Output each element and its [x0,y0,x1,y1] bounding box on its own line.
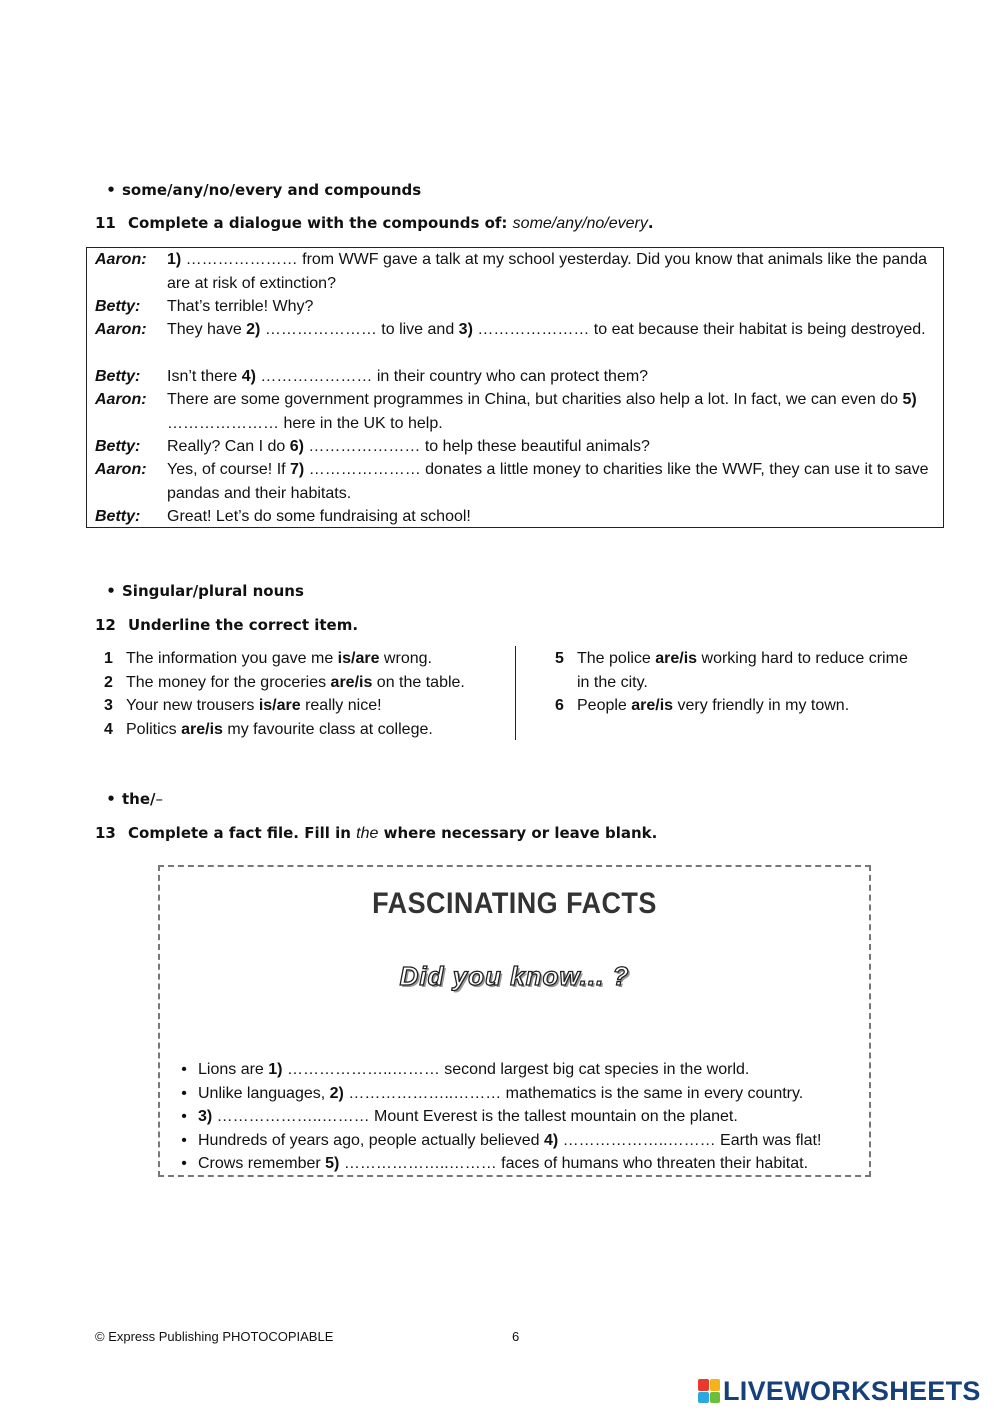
section-heading-text: the/ [122,790,156,808]
fact-text: Unlike languages, 2) ………………..……… mathematics is the same in every country. [198,1084,804,1102]
liveworksheets-logo [698,1376,981,1406]
dialogue-line [95,295,935,319]
logo-square [698,1392,709,1404]
liveworksheets-logo-icon [698,1379,720,1403]
fact-item [170,1058,749,1082]
section-heading-text: some/any/no/every and compounds [122,181,422,199]
item-number: 1 [104,650,113,667]
exercise-13-instruction: 13 Complete a fact file. Fill in the where necessary or leave blank. [95,824,658,842]
dialogue-line [95,435,935,459]
exercise-item [555,647,955,694]
dialogue-line [95,388,935,435]
dialogue-speaker: Betty: [95,508,141,525]
dialogue-speaker: Betty: [95,438,141,455]
exercise-item [104,671,504,695]
fact-item [170,1082,803,1106]
fact-text: Hundreds of years ago, people actually believed 4) ………………..……… Earth was flat! [198,1131,822,1149]
fact-text: Lions are 1) ………………..……… second largest big cat species in the world. [198,1061,750,1078]
logo-square [710,1392,721,1404]
bullet-icon: • [181,1084,187,1102]
bullet-icon: • [181,1155,187,1172]
fact-file-title: FASCINATING FACTS [372,887,657,920]
fact-item [170,1129,821,1153]
fact-file-subtitle: Did you know... ? [399,961,630,991]
dialogue-line [95,248,935,295]
section-heading-compounds: • some/any/no/every and compounds [106,181,422,199]
item-text: Politics are/is my favourite class at college. [126,720,433,738]
dialogue-text: Great! Let’s do some fundraising at school! [167,508,471,525]
dialogue-line [95,505,935,529]
copyright-footer: © Express Publishing PHOTOCOPIABLE [95,1329,334,1344]
item-number: 2 [104,673,113,691]
dialogue-text: That’s terrible! Why? [167,298,314,315]
dialogue-line [95,365,935,389]
fact-item [170,1152,808,1176]
logo-square [698,1379,709,1391]
item-text: The police are/is working hard to reduce crime in the city. [577,650,908,691]
logo-square [710,1379,721,1391]
section-heading-the: • the/– [106,790,164,808]
section-heading-text: Singular/plural nouns [122,582,304,600]
dialogue-speaker: Aaron: [95,321,147,338]
dialogue-box [86,247,944,528]
dialogue-text: There are some government programmes in China, but charities also help a lot. In fact, we can even do 5) ………………… here in the UK to help. [167,391,917,432]
fact-item [170,1105,738,1129]
dialogue-text: 1) ………………… from WWF gave a talk at my school yesterday. Did you know that animals like the panda are at risk of extinction? [167,251,927,292]
item-number: 6 [555,697,564,714]
exercise-number: 11 [95,214,116,232]
item-text: Your new trousers is/are really nice! [126,697,382,714]
dialogue-text: Yes, of course! If 7) ………………… donates a little money to charities like the WWF, they can use it to save pandas and their habitats. [167,461,929,502]
exercise-item [555,694,955,718]
item-number: 4 [104,720,113,738]
bullet-icon: • [181,1061,187,1078]
dialogue-speaker: Betty: [95,368,141,385]
dialogue-text: Isn’t there 4) ………………… in their country who can protect them? [167,368,649,385]
fact-file-box [158,865,871,1177]
dialogue-speaker: Aaron: [95,391,147,408]
dialogue-speaker: Aaron: [95,461,147,478]
dialogue-text: They have 2) ………………… to live and 3) ………………… to eat because their habitat is being destroyed. [167,321,926,338]
exercise-number: 12 [95,616,116,634]
item-text: The information you gave me is/are wrong. [126,650,432,667]
page-number: 6 [512,1329,520,1344]
exercise-item [104,647,504,671]
section-heading-nouns: • Singular/plural nouns [106,582,304,600]
dialogue-line [95,318,935,342]
item-text: The money for the groceries are/is on the table. [126,673,465,691]
bullet-icon: • [181,1131,187,1149]
dialogue-line [95,458,935,505]
fact-text: 3) ………………..……… Mount Everest is the tallest mountain on the planet. [198,1108,738,1125]
exercise-11-instruction: 11 Complete a dialogue with the compounds of: some/any/no/every. [95,214,654,232]
item-number: 3 [104,697,113,714]
exercise-12-instruction: 12 Underline the correct item. [95,616,359,634]
dialogue-text: Really? Can I do 6) ………………… to help these beautiful animals? [167,438,650,455]
item-text: People are/is very friendly in my town. [577,697,850,714]
dialogue-speaker: Aaron: [95,251,147,268]
exercise-item [104,718,504,742]
logo-text: LIVEWORKSHEETS [723,1375,981,1406]
exercise-number: 13 [95,824,116,842]
item-number: 5 [555,650,564,667]
exercise-item [104,694,504,718]
column-divider [515,646,516,740]
fact-text: Crows remember 5) ………………..……… faces of humans who threaten their habitat. [198,1155,809,1172]
dialogue-speaker: Betty: [95,298,141,315]
bullet-icon: • [181,1108,187,1125]
